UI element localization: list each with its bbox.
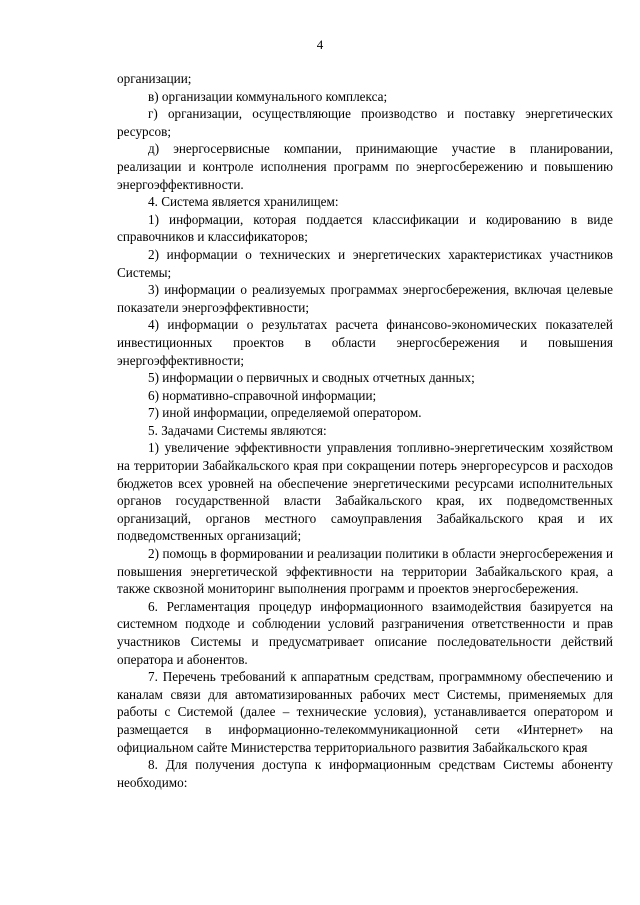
paragraph: г) организации, осуществляющие производство и поставку энергетических ресурсов;: [117, 106, 613, 139]
paragraph: в) организации коммунального комплекса;: [148, 88, 388, 104]
paragraph: 1) информации, которая поддается классификации и кодированию в виде справочников и классификаторов;: [117, 211, 613, 245]
paragraph: 4) информации о результатах расчета финансово-экономических показателей инвестиционных проектов в области энергосбережения и повышения энергоэффективности;: [117, 317, 613, 368]
paragraph: д) энергосервисные компании, принимающие участие в планировании, реализации и контроле исполнения программ по энергосбережению и повышению энергоэффективности.: [117, 141, 613, 192]
paragraph: 6) нормативно-справочной информации;: [148, 387, 377, 403]
paragraph: 2) помощь в формировании и реализации политики в области энергосбережения и повышения энергетической эффективности на территории Забайкальского края, а также сквозной мониторинг выполнения программ и проектов энергосбережения.: [117, 546, 613, 597]
paragraph: 5) информации о первичных и сводных отчетных данных;: [148, 370, 475, 386]
paragraph: 5. Задачами Системы являются:: [148, 422, 327, 438]
paragraph: 3) информации о реализуемых программах энергосбережения, включая целевые показатели энергоэффективности;: [117, 282, 613, 315]
paragraph: 8. Для получения доступа к информационным средствам Системы абоненту необходимо:: [117, 757, 613, 790]
paragraph: 7) иной информации, определяемой оператором.: [148, 405, 422, 421]
paragraph: 4. Система является хранилищем:: [148, 194, 339, 210]
page-number: 4: [316, 37, 324, 52]
paragraph: организации;: [117, 71, 192, 86]
paragraph: 2) информации о технических и энергетических характеристиках участников Системы;: [117, 246, 613, 280]
paragraph: 1) увеличение эффективности управления топливно-энергетическим хозяйством на территории Забайкальского края при сокращении потерь энергоресурсов и расходов бюджетов всех уровней на обеспечение энергетическими ресурсами исполнительных органов государственной власти Забайкальского края, их подведомственных организаций, органов местного самоуправления Забайкальского края и их подведомственных организаций;: [117, 440, 613, 544]
paragraph: 7. Перечень требований к аппаратным средствам, программному обеспечению и каналам связи для автоматизированных рабочих мест Системы, применяемых для работы с Системой (далее – технические условия), устанавливается оператором и размещается в информационно-телекоммуникационной сети «Интернет» на официальном сайте Министерства территориального развития Забайкальского края: [117, 669, 613, 755]
paragraph: 6. Регламентация процедур информационного взаимодействия базируется на системном подходе и соблюдении условий разграничения ответственности и прав участников Системы и предусматривает описание последовательности действий оператора и абонентов.: [117, 598, 613, 667]
document-body: [117, 70, 613, 791]
